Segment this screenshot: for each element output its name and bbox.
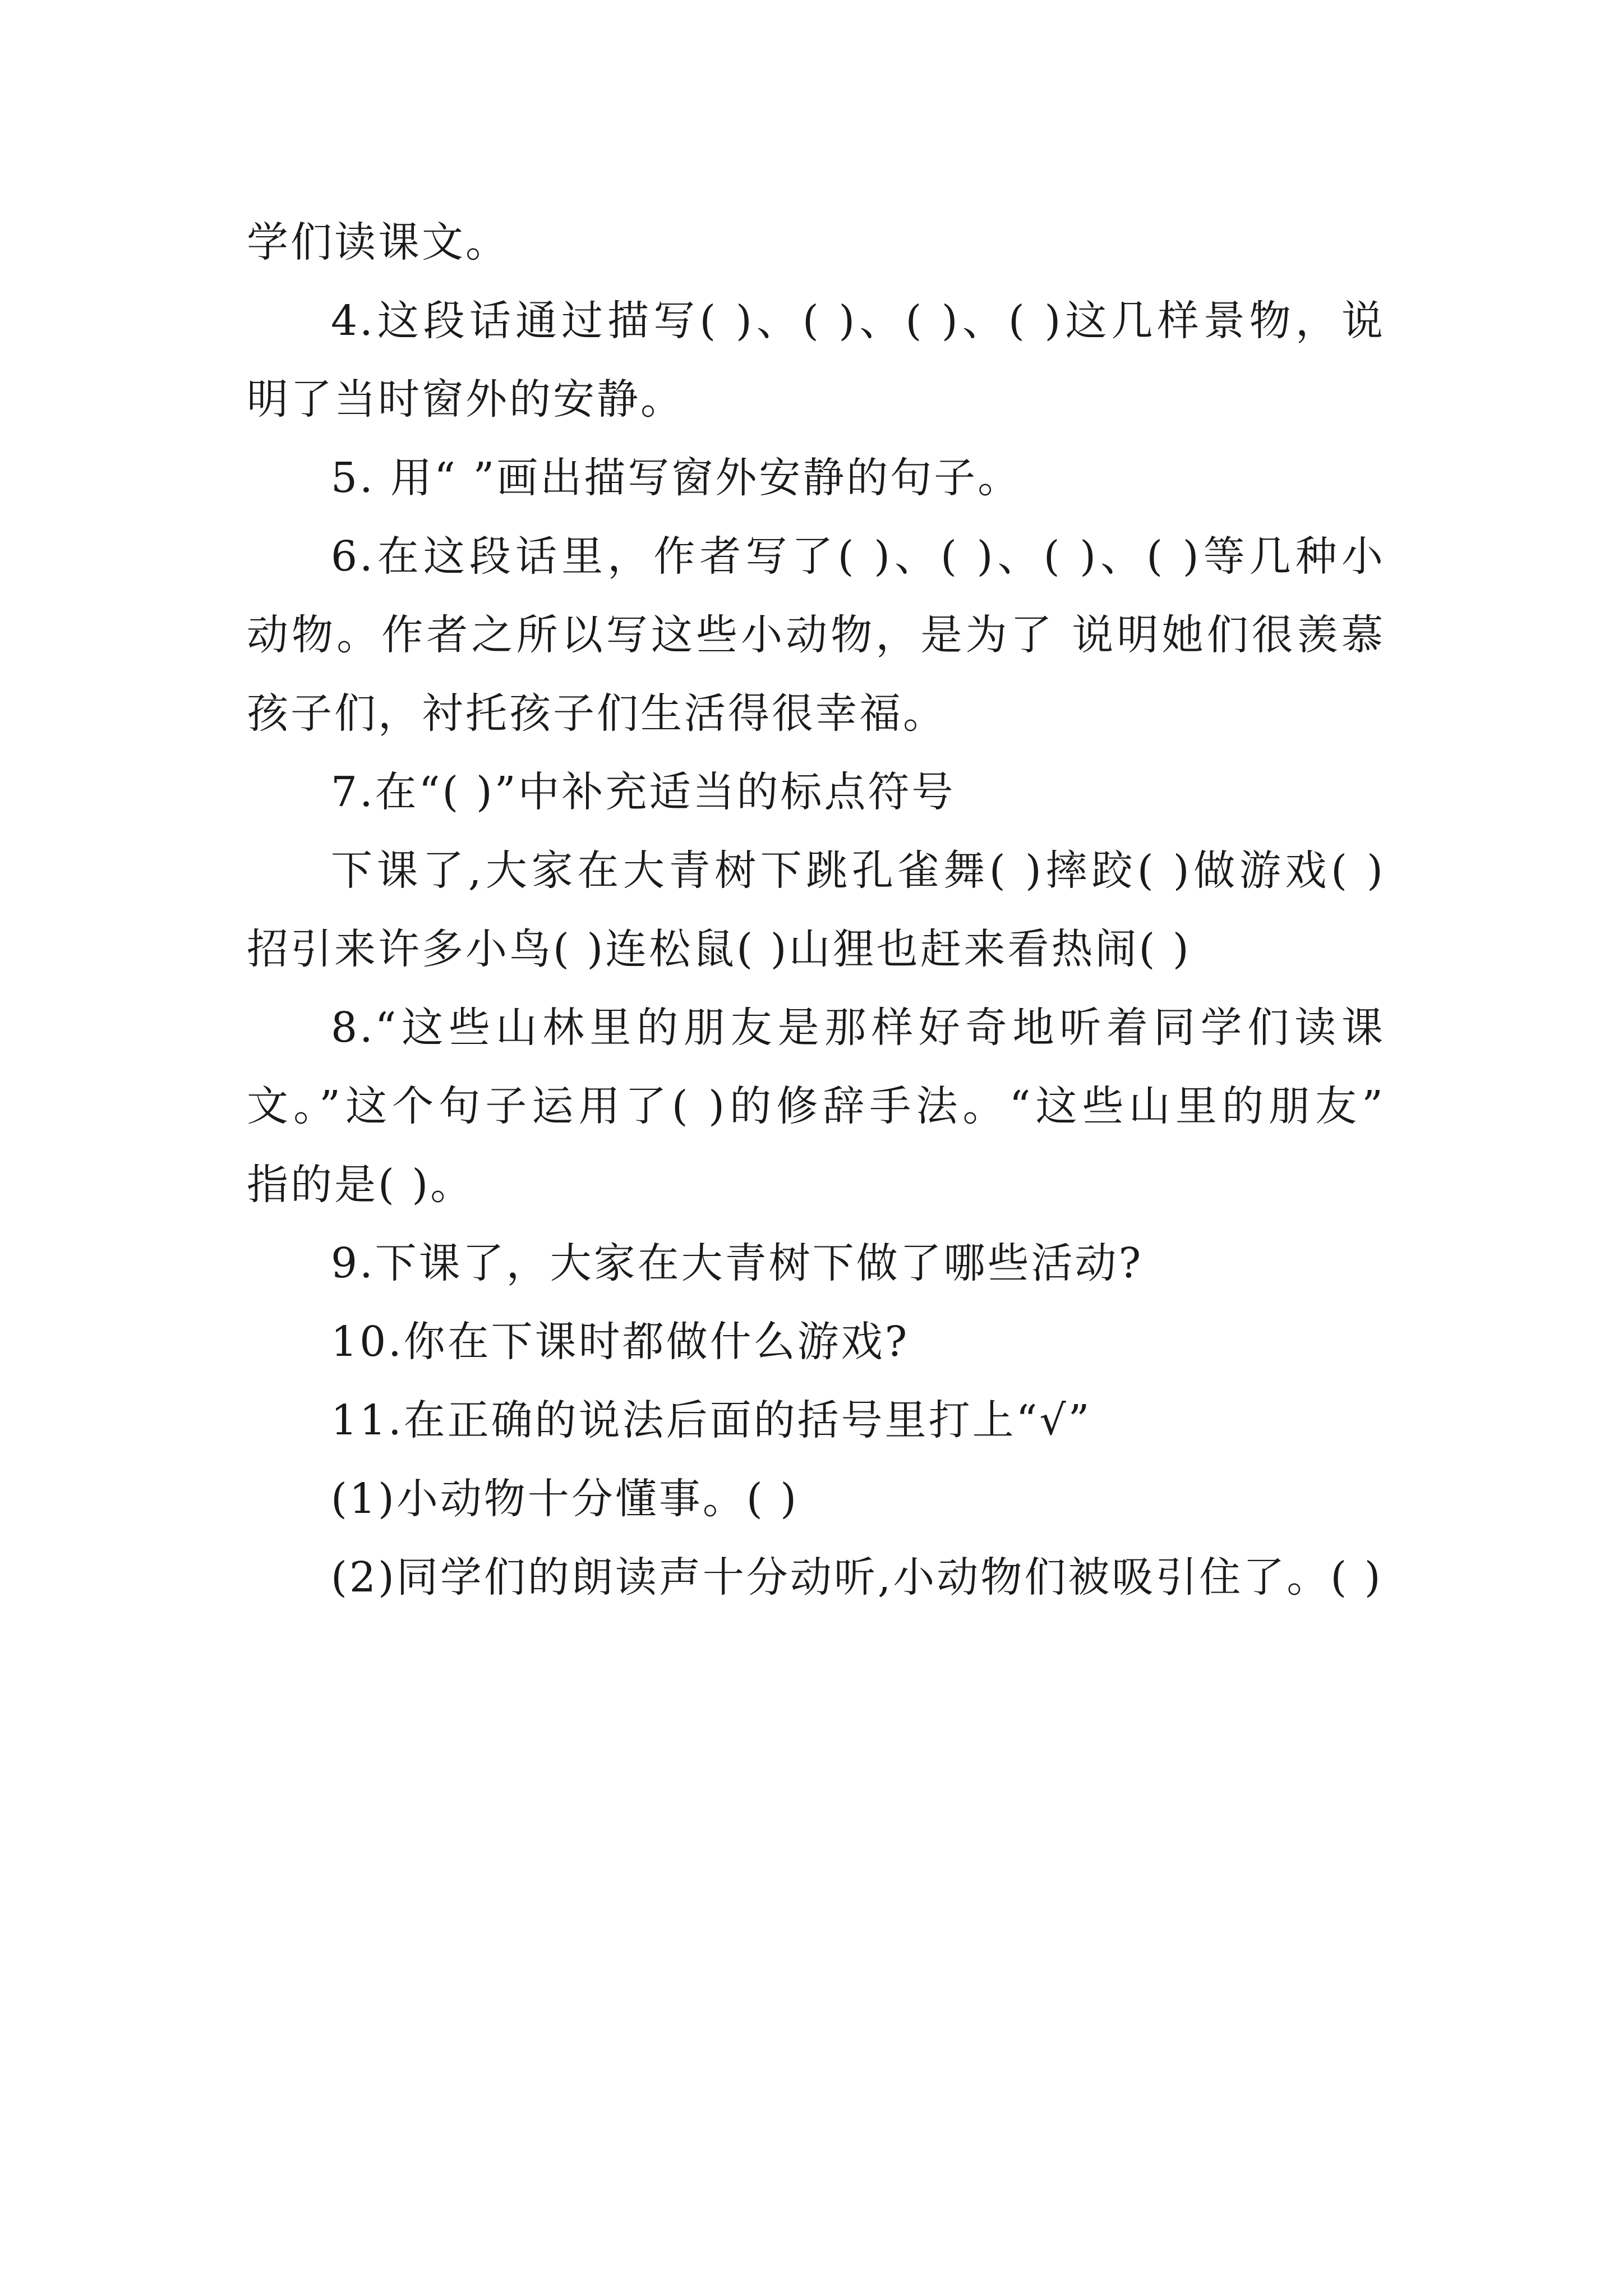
text-line-continuation: 学们读课文。 bbox=[247, 218, 509, 266]
question-11-item-2: (2)同学们的朗读声十分动听,小动物们被吸引住了。( ) bbox=[331, 1553, 1383, 1602]
question-9: 9.下课了，大家在大青树下做了哪些活动? bbox=[331, 1239, 1144, 1287]
question-8-line-1: 8.“这些山林里的朋友是那样好奇地听着同学们读课 bbox=[331, 1004, 1385, 1052]
question-4-line-2: 明了当时窗外的安静。 bbox=[247, 375, 684, 424]
question-7: 7.在“( )”中补充适当的标点符号 bbox=[331, 768, 956, 816]
question-11: 11.在正确的说法后面的括号里打上“√” bbox=[331, 1396, 1092, 1444]
question-10: 10.你在下课时都做什么游戏? bbox=[331, 1318, 910, 1366]
question-6-line-2: 动物。作者之所以写这些小动物，是为了 说明她们很羡慕 bbox=[247, 611, 1385, 659]
question-11-item-1: (1)小动物十分懂事。( ) bbox=[331, 1475, 799, 1523]
question-6-line-3: 孩子们，衬托孩子们生活得很幸福。 bbox=[247, 689, 947, 738]
question-8-line-2: 文。”这个句子运用了( )的修辞手法。“这些山里的朋友” bbox=[247, 1082, 1385, 1130]
question-7-passage-line-2: 招引来许多小鸟( )连松鼠( )山狸也赶来看热闹( ) bbox=[247, 925, 1191, 973]
question-8-line-3: 指的是( )。 bbox=[247, 1161, 474, 1209]
question-4-line-1: 4.这段话通过描写( )、( )、( )、( )这几样景物，说 bbox=[331, 297, 1385, 345]
question-7-passage-line-1: 下课了,大家在大青树下跳孔雀舞( )摔跤( )做游戏( ) bbox=[331, 846, 1385, 895]
question-6-line-1: 6.在这段话里，作者写了( )、( )、( )、( )等几种小 bbox=[331, 532, 1385, 581]
question-5: 5. 用“ ”画出描写窗外安静的句子。 bbox=[331, 454, 1022, 502]
